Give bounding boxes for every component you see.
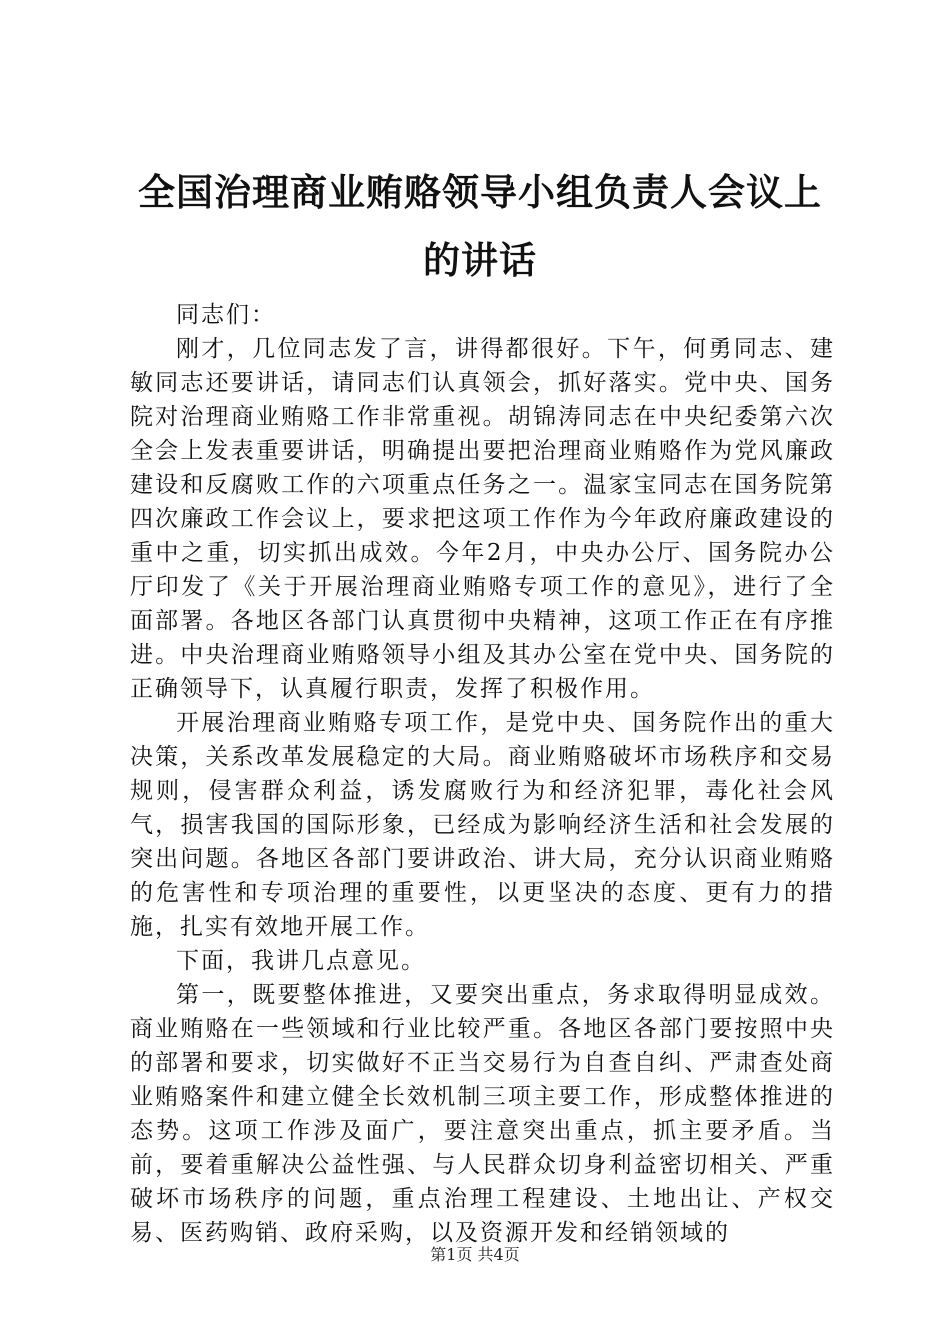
salutation: 同志们： [176,302,276,328]
paragraph-4: 第一，既要整体推进，又要突出重点，务求取得明显成效。商业贿赂在一些领域和行业比较严重。各地区各部门要按照中央的部署和要求，切实做好不正当交易行为自查自纠、严肃查处商业贿赂案件和建立健全长效机制三项主要工作，形成整体推进的态势。这项工作涉及面广，要注意突出重点，抓主要矛盾。当前，要着重解决公益性强、与人民群众切身利益密切相关、严重破坏市场秩序的问题，重点治理工程建设、土地出让、产权交易、医药购销、政府采购，以及资源开发和经销领域的 [130,982,835,1246]
document-title: 全国治理商业贿赂领导小组负责人会议上的讲话 [138,170,822,282]
paragraph-3: 下面，我讲几点意见。 [176,948,426,974]
page-footer: 第1页 共4页 [430,1245,520,1264]
paragraph-1: 刚才，几位同志发了言，讲得都很好。下午，何勇同志、建敏同志还要讲话，请同志们认真领会，抓好落实。党中央、国务院对治理商业贿赂工作非常重视。胡锦涛同志在中央纪委第六次全会上发表重要讲话，明确提出要把治理商业贿赂作为党风廉政建设和反腐败工作的六项重点任务之一。温家宝同志在国务院第四次廉政工作会议上，要求把这项工作作为今年政府廉政建设的重中之重，切实抓出成效。今年2月，中央办公厅、国务院办公厅印发了《关于开展治理商业贿赂专项工作的意见》，进行了全面部署。各地区各部门认真贯彻中央精神，这项工作正在有序推进。中央治理商业贿赂领导小组及其办公室在党中央、国务院的正确领导下，认真履行职责，发挥了积极作用。 [130,336,835,702]
paragraph-2: 开展治理商业贿赂专项工作，是党中央、国务院作出的重大决策，关系改革发展稳定的大局。商业贿赂破坏市场秩序和交易规则，侵害群众利益，诱发腐败行为和经济犯罪，毒化社会风气，损害我国的国际形象，已经成为影响经济生活和社会发展的突出问题。各地区各部门要讲政治、讲大局，充分认识商业贿赂的危害性和专项治理的重要性，以更坚决的态度、更有力的措施，扎实有效地开展工作。 [130,710,835,940]
document-body [130,298,835,1250]
